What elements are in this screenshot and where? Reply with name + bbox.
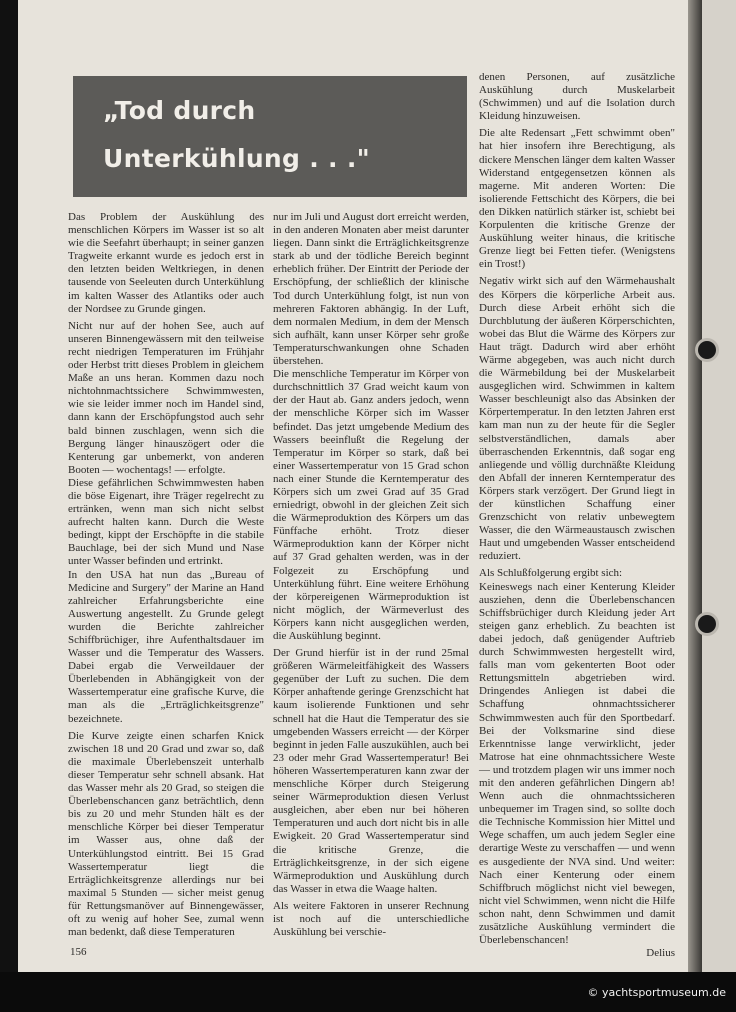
- watermark: © yachtsportmuseum.de: [587, 986, 726, 999]
- text-column-3: [479, 71, 675, 960]
- paragraph: In den USA hat nun das „Bureau of Medicine and Surgery" der Marine an Hand zahlreicher Erfahrungsberichte eine Auswertung angestellt. Zu Grunde gelegt wurden die Berichte zahlreicher Schiffbrüchiger, ihre Aufenthaltsdauer im Wasser und die Temperatur des Wassers. Dabei ergab die Verweildauer der Überlebenden in Abhängigkeit von der Wassertemperatur eine grafische Kurve, die man als die „Erträglichkeitsgrenze" bezeichnete.: [68, 568, 264, 725]
- article-title-line-1: „Tod durch: [103, 96, 256, 125]
- article-author: Delius: [646, 947, 675, 960]
- paragraph: Als weitere Faktoren in unserer Rechnung ist noch auf die unterschiedliche Auskühlung bei verschie-: [273, 899, 469, 939]
- paragraph: Die menschliche Temperatur im Körper von durchschnittlich 37 Grad weicht kaum von der der Haut ab. Ganz anders jedoch, wenn der menschliche Körper sich im Wasser befindet. Das jetzt umgebende Medium des Wassers beeinflußt die Regelung der Temperatur im Körper so stark, daß bei einer Wassertemperatur von 15 Grad schon nach einer Stunde die Kerntemperatur des Körpers sich um zwei Grad auf 35 Grad erniedrigt, obwohl in der gleichen Zeit sich die Wärmeproduktion des Körpers um das Fünffache erhöht. Trotz dieser Wärmeproduktion kann der Körper nicht auf 37 Grad gehalten werden, was in der Folgezeit zu Erschöpfung und Unterkühlung führt. Eine weitere Erhöhung der körpereigenen Wärmeproduktion ist nicht möglich, der Wärmeverlust des Körpers kann nicht ausgeglichen werden, die Auskühlung beginnt.: [273, 368, 469, 642]
- page-number: 156: [70, 946, 87, 958]
- paragraph: Der Grund hierfür ist in der rund 25mal größeren Wärmeleitfähigkeit des Wassers gegenüber der Luft zu suchen. Die dem Körper anhaftende geringe Grenzschicht hat kaum isolierende Funktionen und sehr schnell hat die Haut die Temperatur des sie umgebenden Wassers erreicht — der Körper beginnt in jeden Falle auszukühlen, auch bei 23 oder mehr Grad Wassertemperatur! Bei höheren Wassertemperaturen kann zwar der menschliche Körper durch Steigerung seiner Wärmeproduktion diesen Verlust ausgleichen, aber eben nur bei höheren Temperaturen und auch dort nicht bis in alle Ewigkeit. 20 Grad Wassertemperatur sind die kritische Grenze, die Erträglichkeitsgrenze, in der sich eigene Wärmeproduktion und Auskühlung durch das Wasser in etwa die Waage halten.: [273, 647, 469, 895]
- punch-hole: [698, 615, 716, 633]
- adjacent-page-edge: [702, 0, 736, 972]
- page-binding: [688, 0, 702, 972]
- paragraph: denen Personen, auf zusätzliche Auskühlung durch Muskelarbeit (Schwimmen) und auf die Isolation durch Kleidung hinzuweisen.: [479, 71, 675, 123]
- paragraph: Als Schlußfolgerung ergibt sich:: [479, 567, 623, 580]
- paragraph: Das Problem der Auskühlung des menschlichen Körpers im Wasser ist so alt wie die Seefahrt überhaupt; in seiner ganzen Tragweite erkannt wurde es jedoch erst in den letzten beiden Weltkriegen, in denen tausende von Seeleuten durch Unterkühlung im kalten Wasser des Atlantiks oder auch der Nordsee zu Grunde gingen.: [68, 211, 264, 315]
- article-title-box: [73, 76, 467, 197]
- paragraph: Keineswegs nach einer Kenterung Kleider ausziehen, denn die Überlebenschancen Schiffsbrüchiger durch Kleidung jeder Art steigen ganz erheblich. Zu beachten ist dabei jedoch, daß genügender Auftrieb durch Schwimmwesten hergestellt wird, falls man vom gekenterten Boot oder Rettungsmitteln abgetrieben wird. Dringendes Anliegen ist dabei die Schaffung ohnmachtssicherer Schwimmwesten auch für den Sportbedarf. Bei der Volksmarine sind diese Erkenntnisse lange verwirklicht, jeder Matrose hat eine ohnmachtssichere Weste — und trotzdem plagen wir uns immer noch mit den anderen gefährlichen Dingern ab! Wenn auch die ohnmachtssicheren unbequemer im Tragen sind, so sollte doch die Technische Kommission hier Mittel und Wege schaffen, um auch jedem Segler eine derartige Weste zu verschaffen — und wenn es ausgediente der NVA sind. Und weiter: Nach einer Kenterung oder einem Schiffbruch möglichst nicht viel bewegen, nicht viel Schwimmen, wenn nicht die Hilfe schon naht, denn Schwimmen und damit zusätzliche Auskühlung vermindert die Überlebenschancen!: [479, 580, 675, 947]
- paragraph: Diese gefährlichen Schwimmwesten haben die böse Eigenart, ihre Träger regelrecht zu ertränken, wenn man sich nicht selbst aufrecht halten kann. Durch die Weste bedingt, kippt der Erschöpfte in die stabile Bauchlage, bei der sich Mund und Nase unter Wasser befinden und ertrinkt.: [68, 476, 264, 568]
- paragraph: nur im Juli und August dort erreicht werden, in den anderen Monaten aber meist darunter liegen. Dann sinkt die Erträglichkeitsgrenze stark ab und der tödliche Bereich beginnt erheblich früher. Der Eintritt der Periode der Erschöpfung, der schließlich der klinische Tod durch Unterkühlung folgt, ist nun von mehreren Faktoren abhängig. In der Luft, dem normalen Medium, in dem der Mensch sich aufhält, kann unser Körper sehr große Temperaturschwankungen ohne Schaden überstehen.: [273, 211, 469, 368]
- paragraph: Die alte Redensart „Fett schwimmt oben" hat hier insofern ihre Berechtigung, als dickere Menschen länger dem kalten Wasser Widerstand entgegensetzen können als magerne. Mit anderen Worten: Die isolierende Fettschicht des Körpers, die bei den Dikken natürlich stärker ist, schiebt bei Korpulenten die kritische Grenze der Auskühlung weiter hinaus, die kritische Grenze liegt bei Fetten tiefer. (Wenigstens ein Trost!): [479, 127, 675, 271]
- paragraph: Negativ wirkt sich auf den Wärmehaushalt des Körpers die körperliche Arbeit aus. Durch diese Arbeit erhöht sich die Durchblutung der äußeren Körperschichten, wobei das Blut die Wärme des Körpers zur Haut trägt. Dadurch wird aber erhöht Wärme abgegeben, was auch nicht durch die Wärmebildung bei der Muskelarbeit ausgeglichen wird. Schwimmen in kaltem Wasser beschleunigt also das Absinken der Körpertemperatur. In den letzten Jahren erst kam man nun zu der heute für die Segler selbstverständlichen, damals aber überraschenden Erkenntnis, daß sogar eng anliegende und völlig durchnäßte Kleidung den Abfall der inneren Kerntemperatur des Körpers stark verzögert. Der Grund liegt in der künstlichen Schaffung einer Grenzschicht von relativ unbewegtem Wasser, die den Wärmeaustausch zwischen Haut und umgebenden Wasser entscheidend reduziert.: [479, 275, 675, 563]
- article-title-line-2: Unterkühlung . . .": [103, 144, 370, 173]
- paragraph: Nicht nur auf der hohen See, auch auf unseren Binnengewässern mit den teilweise recht niedrigen Temperaturen im Frühjahr oder Herbst tritt dieses Problem in gleichem Maße an uns heran. Kommen dazu noch nichtohnmachtssichere Schwimmwesten, wie sie leider immer noch im Handel sind, dann kann der Erschöpfungstod auch sehr bald binnen zuschlagen, wenn sich die Bergung länger hinauszögert oder die Kenterung gar unbemerkt, von anderen Booten — wochentags! — erfolgte.: [68, 319, 264, 476]
- punch-hole: [698, 341, 716, 359]
- paragraph: Die Kurve zeigte einen scharfen Knick zwischen 18 und 20 Grad und zwar so, daß die maximale Überlebenszeit unterhalb dieser Temperatur sehr schnell absank. Hat das Wasser mehr als 20 Grad, so steigen die Überlebenschancen ganz beträchtlich, denn bis zu 20 und mehr Stunden hält es der menschliche Körper bei dieser Temperatur im Wasser aus, ohne daß der Unterkühlungstod eintritt. Bei 15 Grad Wassertemperatur liegt die Erträglichkeitsgrenze allerdings nur bei maximal 5 Stunden — sicher meist genug für Rettungsmanöver auf Binnengewässer, oft zu wenig auf hoher See, zumal wenn man bedenkt, daß diese Temperaturen: [68, 729, 264, 939]
- text-column-2: [273, 211, 469, 939]
- text-column-1: [68, 211, 264, 939]
